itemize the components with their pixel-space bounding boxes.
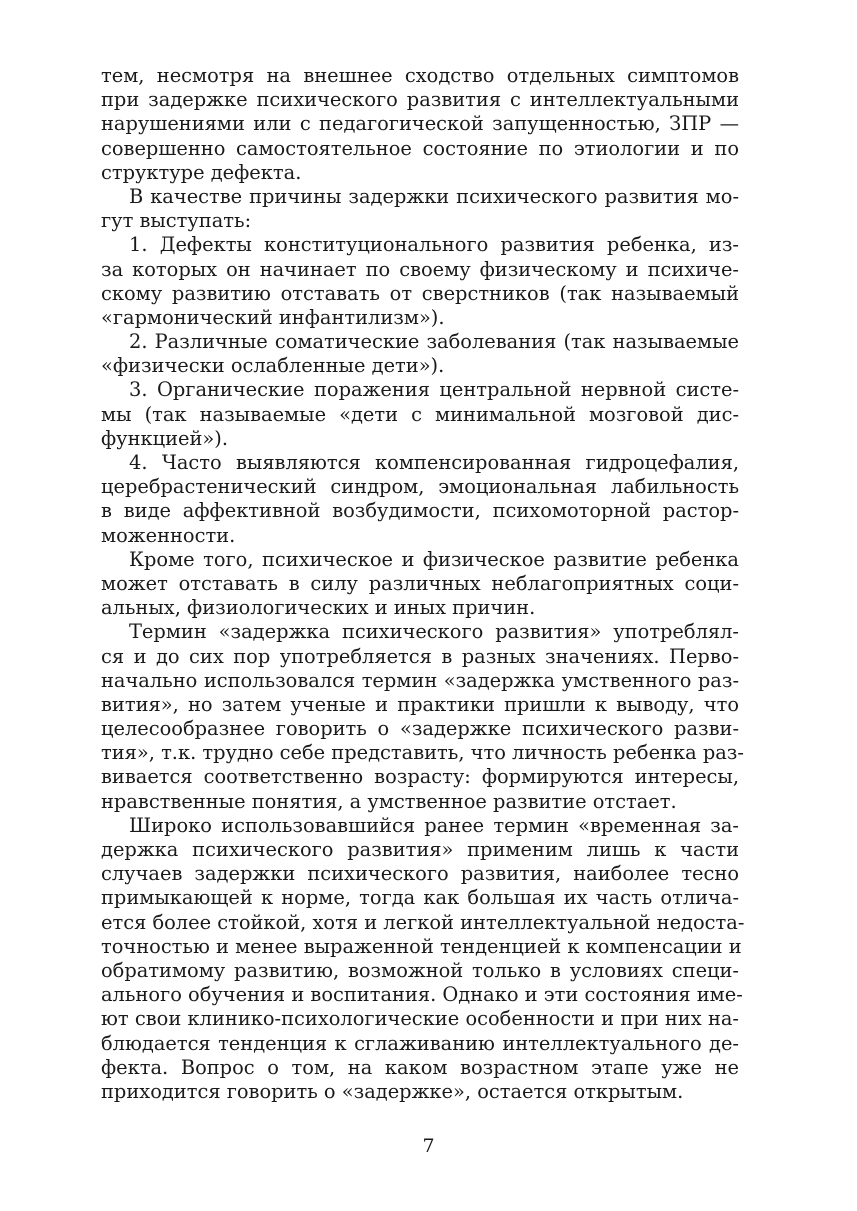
text-line: нравственные понятия, а умственное развитие отстает. [101,789,677,813]
text-line: в виде аффективной возбудимости, психомоторной растор- [101,499,739,523]
paragraph [101,185,739,233]
text-line: целесообразнее говорить о «задержке психического разви- [101,717,739,741]
page-number: 7 [422,1135,435,1157]
paragraph [101,813,745,1104]
text-line: 4. Часто выявляются компенсированная гидроцефалия, [129,451,739,474]
text-line: моженности. [101,523,236,547]
text-line: церебрастенический синдром, эмоциональная лабильность [101,475,739,499]
text-line: структуре дефекта. [101,160,302,184]
text-line: вития», но затем ученые и практики пришли к выводу, что [101,692,739,716]
paragraph [101,620,744,814]
text-line: тем, несмотря на внешнее сходство отдельных симптомов [101,64,739,87]
text-line: может отставать в силу различных неблагоприятных соци- [101,571,739,595]
text-line: ального обучения и воспитания. Однако и эти состояния име- [101,983,743,1007]
text-line: гут выступать: [101,209,252,233]
text-line: блюдается тенденция к сглаживанию интеллектуального де- [101,1031,739,1055]
text-line: случаев задержки психического развития, наиболее тесно [101,862,739,886]
text-line: при задержке психического развития с интеллектуальными [101,88,739,112]
text-line: приходится говорить о «задержке», остается открытым. [101,1079,684,1103]
page-body [101,64,745,1104]
text-line: вивается соответственно возрасту: формируются интересы, [101,765,739,789]
text-line: за которых он начинает по своему физическому и психиче- [101,257,739,281]
text-line: ся и до сих пор употребляется в разных значениях. Перво- [101,644,739,668]
text-line: функцией»). [101,426,229,450]
paragraph [101,378,739,451]
text-line: «гармонический инфантилизм»). [101,305,445,329]
text-line: ют свои клинико-психологические особенности и при них на- [101,1007,739,1031]
text-line: фекта. Вопрос о том, на каком возрастном этапе уже не [101,1055,739,1079]
text-line: ется более стойкой, хотя и легкой интеллектуальной недоста- [101,910,745,934]
text-line: Термин «задержка психического развития» употреблял- [129,620,739,644]
paragraph [101,330,739,378]
paragraph [101,64,739,185]
text-line: «физически ослабленные дети»). [101,354,445,378]
text-line: тия», т.к. трудно себе представить, что личность ребенка раз- [101,741,744,765]
text-line: 2. Различные соматические заболевания (так называемые [129,330,739,354]
text-line: 1. Дефекты конституционального развития ребенка, из- [129,233,739,257]
text-line: 3. Органические поражения центральной нервной систе- [129,378,739,402]
text-line: примыкающей к норме, тогда как большая их часть отлича- [101,886,739,910]
text-line: точностью и менее выраженной тенденцией к компенсации и [101,934,742,958]
text-line: держка психического развития» применим лишь к части [101,838,739,861]
text-line: начально использовался термин «задержка умственного раз- [101,668,739,692]
text-line: нарушениями или с педагогической запущенностью, ЗПР — [101,112,739,136]
text-line: Кроме того, психическое и физическое развитие ребенка [129,547,739,571]
text-line: В качестве причины задержки психического развития мо- [129,184,739,208]
text-line: альных, физиологических и иных причин. [101,596,536,620]
paragraph [101,233,739,330]
paragraph [101,451,739,548]
text-line: Широко использовавшийся ранее термин «временная за- [129,813,739,837]
text-line: мы (так называемые «дети с минимальной мозговой дис- [101,402,739,426]
text-line: скому развитию отставать от сверстников (так называемый [101,281,739,305]
paragraph [101,548,739,621]
text-line: обратимому развитию, возможной только в условиях специ- [101,958,739,982]
text-line: совершенно самостоятельное состояние по этиологии и по [101,136,739,160]
